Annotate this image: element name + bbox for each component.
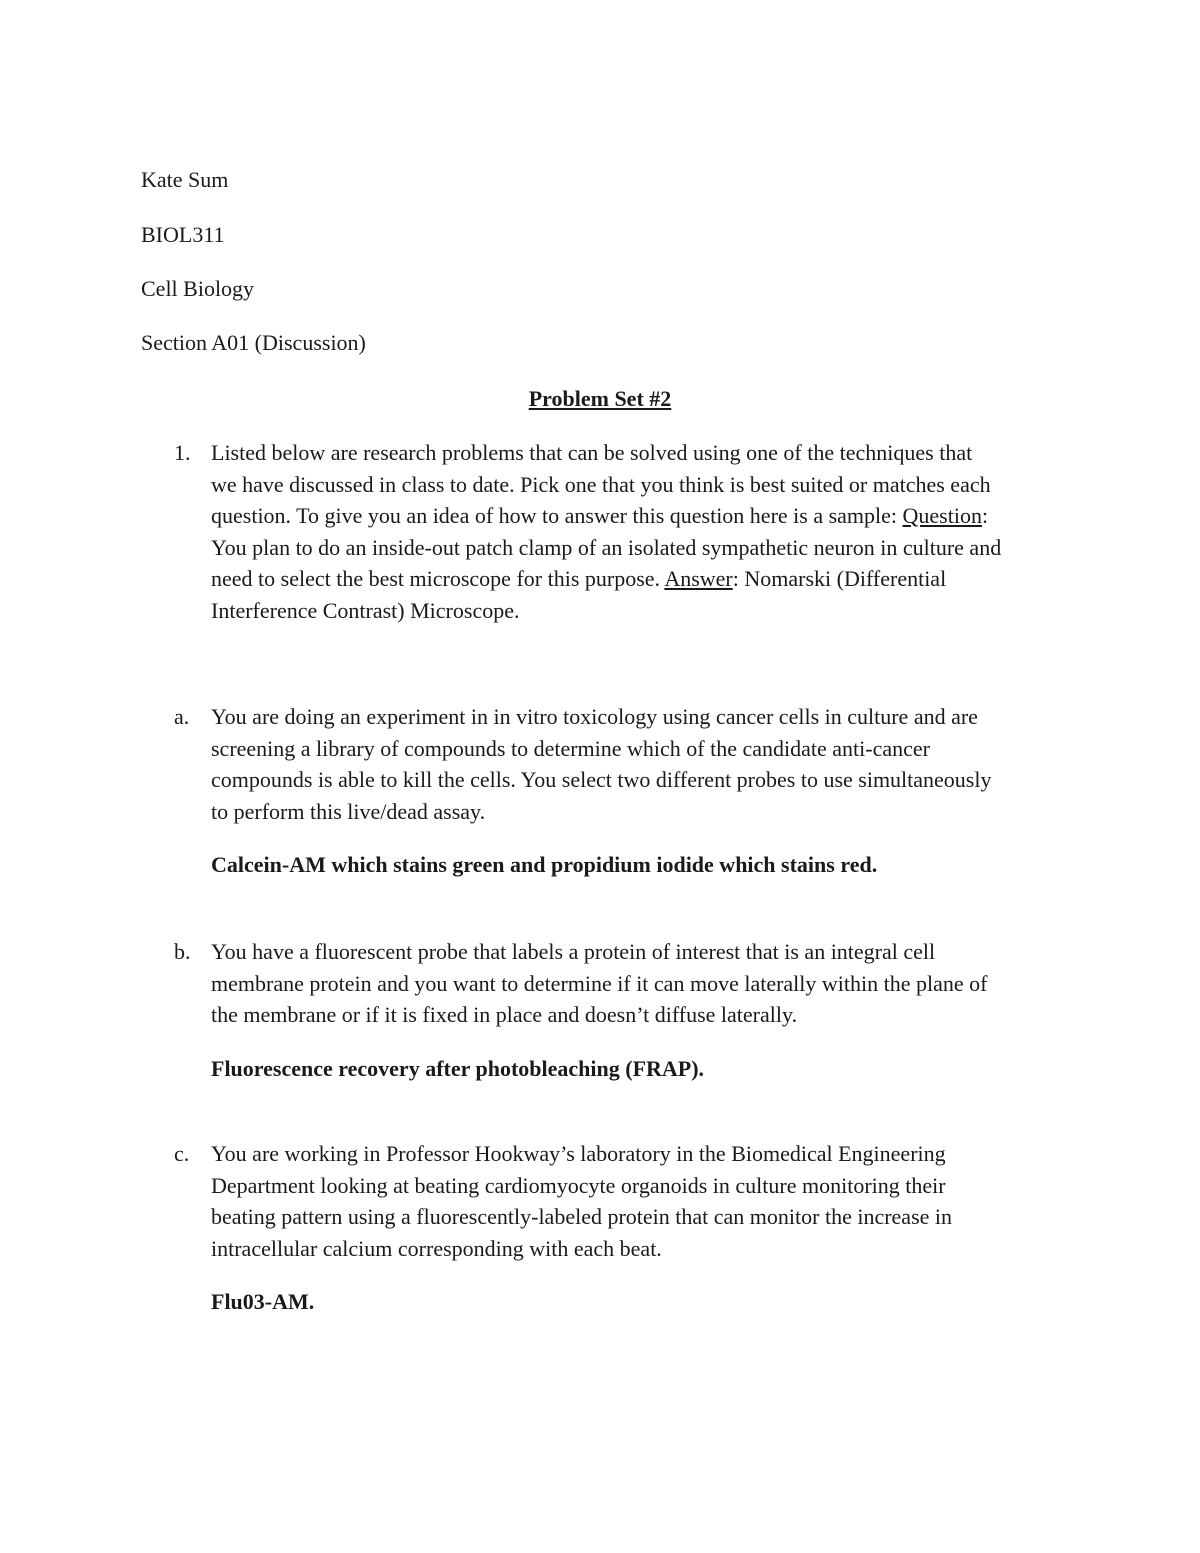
question-1-line-text: : bbox=[981, 503, 989, 528]
course-code: BIOL311 bbox=[141, 222, 225, 247]
question-a-line: to perform this live/dead assay. bbox=[211, 798, 486, 824]
question-1-line bbox=[211, 563, 1071, 595]
answer-a: Calcein-AM which stains green and propidium iodide which stains red. bbox=[211, 852, 878, 877]
question-1-text bbox=[211, 437, 1071, 626]
question-b-marker: b. bbox=[174, 939, 191, 964]
section-label: Section A01 (Discussion) bbox=[141, 330, 366, 355]
question-c-line: You are working in Professor Hookway’s laboratory in the Biomedical Engineering bbox=[211, 1141, 946, 1166]
question-c-line: Department looking at beating cardiomyocyte organoids in culture monitoring their bbox=[211, 1172, 946, 1198]
question-a-line: screening a library of compounds to determine which of the candidate anti-cancer bbox=[211, 735, 930, 761]
question-b-line: the membrane or if it is fixed in place and doesn’t diffuse laterally. bbox=[211, 1002, 798, 1027]
question-c-text bbox=[211, 1138, 1071, 1264]
question-c-marker: c. bbox=[174, 1141, 190, 1166]
question-1-line-text: need to select the best microscope for this purpose. bbox=[211, 566, 665, 591]
question-b-line: membrane protein and you want to determine if it can move laterally within the plane of bbox=[211, 970, 988, 996]
question-1-line-text: question. To give you an idea of how to answer this question here is a sample: bbox=[211, 503, 903, 528]
sample-answer-label: Answer bbox=[664, 566, 733, 591]
sample-question-label: Question bbox=[902, 503, 982, 528]
question-1-line: Listed below are research problems that can be solved using one of the techniques that bbox=[211, 440, 973, 465]
question-1-line bbox=[211, 500, 1071, 532]
student-name: Kate Sum bbox=[141, 167, 229, 192]
answer-b: Fluorescence recovery after photobleaching (FRAP). bbox=[211, 1056, 705, 1081]
question-a-text bbox=[211, 701, 1071, 827]
question-a-marker: a. bbox=[174, 704, 190, 729]
question-c-line: intracellular calcium corresponding with each beat. bbox=[211, 1235, 662, 1261]
question-1-line: You plan to do an inside-out patch clamp of an isolated sympathetic neuron in culture and bbox=[211, 534, 1002, 560]
course-name: Cell Biology bbox=[141, 276, 255, 301]
question-a-line: You are doing an experiment in in vitro toxicology using cancer cells in culture and are bbox=[211, 704, 978, 729]
page-title: Problem Set #2 bbox=[528, 386, 672, 411]
question-a-line: compounds is able to kill the cells. You select two different probes to use simultaneously bbox=[211, 767, 992, 792]
question-1-line: we have discussed in class to date. Pick one that you think is best suited or matches each bbox=[211, 471, 991, 497]
question-1-line: Interference Contrast) Microscope. bbox=[211, 597, 520, 623]
question-1-line-text: : Nomarski (Differential bbox=[732, 566, 947, 591]
question-b-text bbox=[211, 936, 1071, 1031]
answer-c: Flu03-AM. bbox=[211, 1289, 315, 1314]
question-c-line: beating pattern using a fluorescently-labeled protein that can monitor the increase in bbox=[211, 1204, 953, 1229]
question-b-line: You have a fluorescent probe that labels a protein of interest that is an integral cell bbox=[211, 939, 936, 964]
question-1-marker: 1. bbox=[174, 440, 191, 465]
